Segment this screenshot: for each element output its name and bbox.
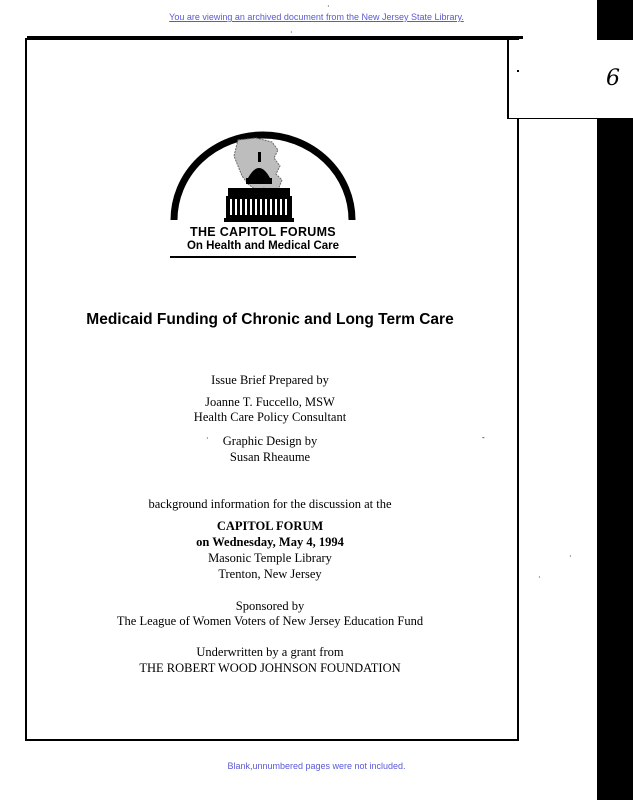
scan-speck: · xyxy=(206,434,209,443)
scan-speck: · xyxy=(327,2,330,11)
prepared-by-label: Issue Brief Prepared by xyxy=(211,373,329,387)
logo-subtitle: On Health and Medical Care xyxy=(186,240,340,252)
event-city: Trenton, New Jersey xyxy=(218,567,322,581)
scan-speck: · xyxy=(569,552,572,561)
event-name: CAPITOL FORUM xyxy=(216,519,324,533)
scan-speck: · xyxy=(290,28,293,37)
scan-speck: - xyxy=(482,433,485,442)
scan-speck: · xyxy=(538,573,541,582)
scan-dot xyxy=(517,70,519,72)
background-line: background information for the discussion at the xyxy=(148,497,392,511)
logo-title: THE CAPITOL FORUMS xyxy=(190,225,336,239)
underwriter-label: Underwritten by a grant from xyxy=(196,645,344,659)
footer-note: Blank,unnumbered pages were not included. xyxy=(227,761,406,771)
author-title: Health Care Policy Consultant xyxy=(193,410,347,424)
frame-corner-tab xyxy=(507,40,599,119)
event-venue: Masonic Temple Library xyxy=(208,551,332,565)
logo-underline xyxy=(170,256,356,258)
author-name: Joanne T. Fuccello, MSW xyxy=(205,395,335,409)
event-date: on Wednesday, May 4, 1994 xyxy=(196,535,344,549)
scan-edge-bar xyxy=(597,0,633,800)
document-title: Medicaid Funding of Chronic and Long Term Care xyxy=(86,311,454,328)
design-label: Graphic Design by xyxy=(222,434,318,448)
underwriter-name: THE ROBERT WOOD JOHNSON FOUNDATION xyxy=(139,661,401,675)
sponsor-label: Sponsored by xyxy=(235,599,305,613)
archive-notice-link[interactable]: You are viewing an archived document from the New Jersey State Library. xyxy=(169,12,464,22)
designer-name: Susan Rheaume xyxy=(229,450,311,464)
sponsor-name: The League of Women Voters of New Jersey Education Fund xyxy=(116,614,424,628)
